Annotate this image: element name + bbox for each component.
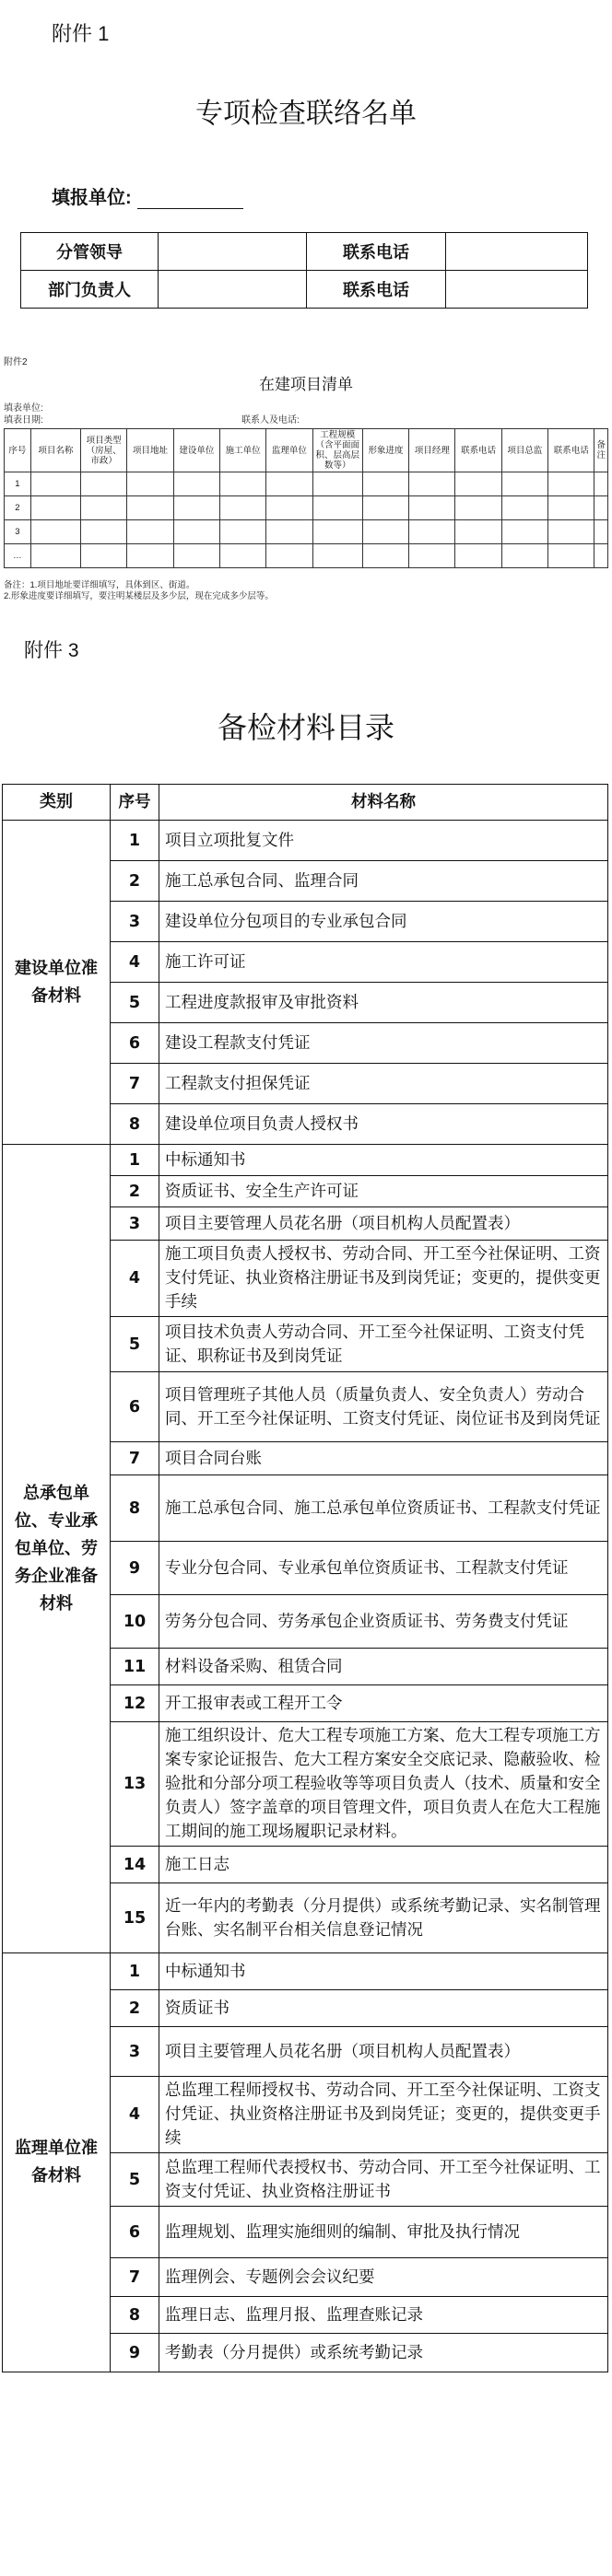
item-number: 8 (111, 2297, 159, 2334)
material-name: 施工项目负责人授权书、劳动合同、开工至今社保证明、工资支付凭证、执业资格注册证书及到岗凭证；变更的，提供变更手续 (159, 1241, 608, 1317)
item-number: 2 (111, 1990, 159, 2027)
material-name: 监理例会、专题例会会议纪要 (159, 2258, 608, 2297)
item-number: 4 (111, 2077, 159, 2153)
column-header: 项目类型（房屋、市政） (80, 429, 126, 472)
category-cell: 监理单位准备材料 (3, 1953, 111, 2372)
material-name: 施工许可证 (159, 942, 608, 983)
contact-row (21, 271, 588, 309)
table-row (5, 496, 608, 520)
item-number: 8 (111, 1475, 159, 1542)
table-row (3, 821, 608, 861)
column-header-number: 序号 (111, 785, 159, 821)
material-name: 项目合同台账 (159, 1442, 608, 1475)
row-number: 2 (5, 496, 31, 520)
materials-table (2, 784, 608, 2372)
item-number: 12 (111, 1685, 159, 1722)
item-number: 13 (111, 1722, 159, 1847)
item-number: 1 (111, 1953, 159, 1990)
column-header: 施工单位 (219, 429, 265, 472)
annex1-title: 专项检查联络名单 (195, 98, 417, 130)
contact-value[interactable] (446, 271, 588, 309)
material-name: 施工总承包合同、监理合同 (159, 861, 608, 902)
material-name: 材料设备采购、租赁合同 (159, 1649, 608, 1685)
item-number: 1 (111, 1145, 159, 1176)
item-number: 5 (111, 1317, 159, 1372)
row-number: 1 (5, 472, 31, 496)
column-header: 联系电话 (548, 429, 594, 472)
material-name: 监理规划、监理实施细则的编制、审批及执行情况 (159, 2207, 608, 2258)
material-name: 总监理工程师授权书、劳动合同、开工至今社保证明、工资支付凭证、执业资格注册证书及到岗凭证；变更的，提供变更手续 (159, 2077, 608, 2153)
item-number: 6 (111, 1023, 159, 1064)
column-header: 序号 (5, 429, 31, 472)
contact-label: 联系电话 (307, 271, 446, 309)
table-header-row (3, 785, 608, 821)
material-name: 中标通知书 (159, 1145, 608, 1176)
table-row (5, 520, 608, 544)
annex2-title: 在建项目清单 (259, 376, 353, 393)
annex2-contact: 联系人及电话: (241, 415, 300, 425)
contact-table (20, 232, 588, 309)
contact-value[interactable] (159, 271, 307, 309)
material-name: 监理日志、监理月报、监理查账记录 (159, 2297, 608, 2334)
item-number: 14 (111, 1847, 159, 1883)
table-row (5, 472, 608, 496)
table-row (3, 1953, 608, 1990)
contact-value[interactable] (159, 233, 307, 271)
item-number: 4 (111, 942, 159, 983)
category-cell: 建设单位准备材料 (3, 821, 111, 1145)
column-header: 项目名称 (30, 429, 80, 472)
annex2-fill-unit: 填表单位: (4, 403, 43, 414)
material-name: 项目管理班子其他人员（质量负责人、安全负责人）劳动合同、开工至今社保证明、工资支付凭证、岗位证书及到岗凭证 (159, 1372, 608, 1442)
column-header: 工程规模（含平面面积、层高层数等） (312, 429, 362, 472)
item-number: 9 (111, 1542, 159, 1595)
fill-unit-blank[interactable] (137, 190, 243, 209)
note-line: 备注：1.项目地址要详细填写，具体到区、街道。 (4, 580, 195, 590)
column-header: 联系电话 (455, 429, 501, 472)
item-number: 7 (111, 1064, 159, 1104)
row-number: … (5, 544, 31, 568)
column-header-material: 材料名称 (159, 785, 608, 821)
item-number: 1 (111, 821, 159, 861)
material-name: 资质证书 (159, 1990, 608, 2027)
annex2-fill-date: 填表日期: (4, 415, 43, 425)
material-name: 工程进度款报审及审批资料 (159, 983, 608, 1023)
material-name: 项目主要管理人员花名册（项目机构人员配置表） (159, 2027, 608, 2077)
material-name: 总监理工程师代表授权书、劳动合同、开工至今社保证明、工资支付凭证、执业资格注册证书 (159, 2153, 608, 2207)
item-number: 5 (111, 983, 159, 1023)
category-cell: 总承包单位、专业承包单位、劳务企业准备材料 (3, 1145, 111, 1953)
annex2-notes (4, 580, 274, 602)
material-name: 考勤表（分月提供）或系统考勤记录 (159, 2334, 608, 2372)
item-number: 2 (111, 861, 159, 902)
project-list-table (4, 428, 608, 568)
item-number: 3 (111, 1207, 159, 1241)
table-header-row (5, 429, 608, 472)
contact-label: 分管领导 (21, 233, 159, 271)
column-header: 项目经理 (409, 429, 455, 472)
material-name: 建设单位分包项目的专业承包合同 (159, 902, 608, 942)
item-number: 9 (111, 2334, 159, 2372)
material-name: 施工日志 (159, 1847, 608, 1883)
item-number: 7 (111, 2258, 159, 2297)
material-name: 开工报审表或工程开工令 (159, 1685, 608, 1722)
note-line: 2.形象进度要详细填写，要注明某楼层及多少层，现在完成多少层等。 (4, 591, 274, 601)
column-header: 项目地址 (127, 429, 173, 472)
annex1-label: 附件 1 (52, 22, 110, 45)
material-name: 项目技术负责人劳动合同、开工至今社保证明、工资支付凭证、职称证书及到岗凭证 (159, 1317, 608, 1372)
material-name: 施工组织设计、危大工程专项施工方案、危大工程专项施工方案专家论证报告、危大工程方案安全交底记录、隐蔽验收、检验批和分部分项工程验收等等项目负责人（技术、质量和安全负责人）签字盖章的项目管理文件，项目负责人在危大工程施工期间的施工现场履职记录材料。 (159, 1722, 608, 1847)
item-number: 5 (111, 2153, 159, 2207)
table-row (3, 1145, 608, 1176)
material-name: 中标通知书 (159, 1953, 608, 1990)
material-name: 项目立项批复文件 (159, 821, 608, 861)
material-name: 专业分包合同、专业承包单位资质证书、工程款支付凭证 (159, 1542, 608, 1595)
item-number: 3 (111, 2027, 159, 2077)
annex3-title: 备检材料目录 (217, 710, 394, 745)
fill-unit-row (52, 182, 243, 209)
column-header-category: 类别 (3, 785, 111, 821)
item-number: 15 (111, 1883, 159, 1953)
item-number: 3 (111, 902, 159, 942)
row-number: 3 (5, 520, 31, 544)
material-name: 资质证书、安全生产许可证 (159, 1176, 608, 1207)
table-row (5, 544, 608, 568)
item-number: 7 (111, 1442, 159, 1475)
material-name: 近一年内的考勤表（分月提供）或系统考勤记录、实名制管理台账、实名制平台相关信息登记情况 (159, 1883, 608, 1953)
item-number: 2 (111, 1176, 159, 1207)
column-header: 建设单位 (173, 429, 219, 472)
material-name: 建设单位项目负责人授权书 (159, 1104, 608, 1145)
item-number: 10 (111, 1595, 159, 1649)
contact-value[interactable] (446, 233, 588, 271)
material-name: 项目主要管理人员花名册（项目机构人员配置表） (159, 1207, 608, 1241)
item-number: 6 (111, 2207, 159, 2258)
item-number: 11 (111, 1649, 159, 1685)
column-header: 项目总监 (501, 429, 547, 472)
fill-unit-label: 填报单位: (52, 188, 132, 208)
material-name: 施工总承包合同、施工总承包单位资质证书、工程款支付凭证 (159, 1475, 608, 1542)
column-header: 备注 (594, 429, 608, 472)
material-name: 劳务分包合同、劳务承包企业资质证书、劳务费支付凭证 (159, 1595, 608, 1649)
column-header: 形象进度 (362, 429, 408, 472)
contact-label: 联系电话 (307, 233, 446, 271)
contact-label: 部门负责人 (21, 271, 159, 309)
item-number: 6 (111, 1372, 159, 1442)
annex2-label: 附件2 (4, 357, 28, 367)
material-name: 工程款支付担保凭证 (159, 1064, 608, 1104)
contact-row (21, 233, 588, 271)
item-number: 8 (111, 1104, 159, 1145)
material-name: 建设工程款支付凭证 (159, 1023, 608, 1064)
annex3-label: 附件 3 (24, 640, 79, 661)
column-header: 监理单位 (266, 429, 312, 472)
item-number: 4 (111, 1241, 159, 1317)
